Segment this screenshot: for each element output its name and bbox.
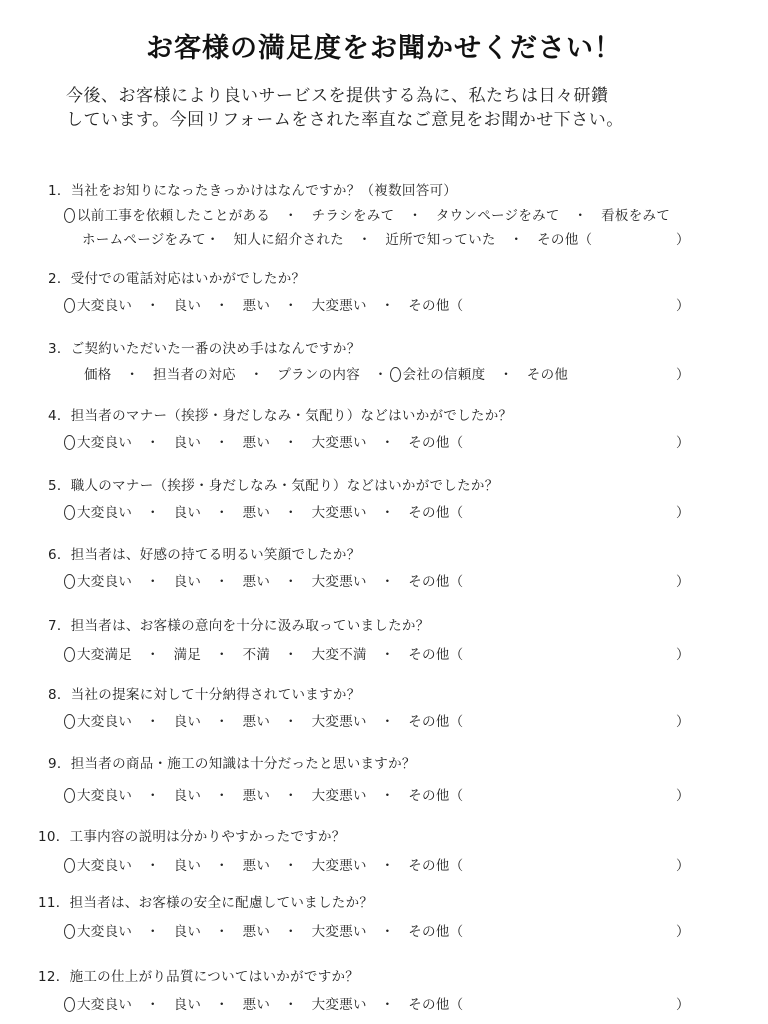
question-6-text: 6．担当者は、好感の持てる明るい笑顔でしたか？ — [48, 547, 361, 563]
close-paren: ） — [676, 505, 690, 521]
close-paren: ） — [676, 367, 690, 383]
question-12-text: 12．施工の仕上がり品質についてはいかがですか？ — [38, 969, 360, 985]
circle-mark-icon — [390, 367, 401, 382]
close-paren: ） — [676, 924, 690, 940]
answer-options-text: 大変良い ・ 良い ・ 悪い ・ 大変悪い ・ その他（ — [77, 858, 464, 874]
circle-mark-icon — [64, 647, 75, 662]
close-paren: ） — [676, 788, 690, 804]
circle-mark-icon — [64, 788, 75, 803]
intro-text — [66, 84, 716, 132]
question-12-answers — [64, 993, 463, 1013]
question-9-text: 9．担当者の商品・施工の知識は十分だったと思いますか？ — [48, 756, 416, 772]
question-5-text: 5．職人のマナー（挨拶・身だしなみ・気配り）などはいかがでしたか？ — [48, 478, 499, 494]
question-5-answers — [64, 501, 463, 521]
close-paren: ） — [676, 574, 690, 590]
close-paren: ） — [676, 298, 690, 314]
close-paren: ） — [676, 858, 690, 874]
question-8-answers — [64, 710, 463, 730]
answer-options-text: 大変良い ・ 良い ・ 悪い ・ 大変悪い ・ その他（ — [77, 788, 464, 804]
question-1-text: 1．当社をお知りになったきっかけはなんですか？（複数回答可） — [48, 183, 458, 199]
close-paren: ） — [676, 232, 690, 248]
circle-mark-icon — [64, 208, 75, 223]
answer-options-text: 以前工事を依頼したことがある ・ チラシをみて ・ タウンページをみて ・ 看板をみて — [77, 208, 671, 224]
question-11-answers — [64, 920, 463, 940]
question-11-text: 11．担当者は、お客様の安全に配慮していましたか？ — [38, 895, 374, 911]
question-3-text: 3．ご契約いただいた一番の決め手はなんですか？ — [48, 341, 361, 357]
question-9-answers — [64, 784, 463, 804]
page-title: お客様の満足度をお聞かせください！ — [146, 33, 622, 64]
question-6-answers — [64, 570, 463, 590]
circle-mark-icon — [64, 858, 75, 873]
question-8-text: 8．当社の提案に対して十分納得されていますか？ — [48, 687, 361, 703]
answer-options-text: 大変満足 ・ 満足 ・ 不満 ・ 大変不満 ・ その他（ — [77, 647, 464, 663]
circle-mark-icon — [64, 505, 75, 520]
close-paren: ） — [676, 435, 690, 451]
question-1-answers-line-2 — [82, 228, 592, 248]
question-2-answers — [64, 294, 463, 314]
question-7-text: 7．担当者は、お客様の意向を十分に汲み取っていましたか？ — [48, 618, 430, 634]
circle-mark-icon — [64, 997, 75, 1012]
close-paren: ） — [676, 714, 690, 730]
circle-mark-icon — [64, 298, 75, 313]
circle-mark-icon — [64, 714, 75, 729]
question-2-text: 2．受付での電話対応はいかがでしたか？ — [48, 271, 306, 287]
intro-line-1: 今後、お客様により良いサービスを提供する為に、私たちは日々研鑽 — [66, 86, 609, 106]
answer-options-text: 大変良い ・ 良い ・ 悪い ・ 大変悪い ・ その他（ — [77, 435, 464, 451]
answer-options-text: 大変良い ・ 良い ・ 悪い ・ 大変悪い ・ その他（ — [77, 574, 464, 590]
circle-mark-icon — [64, 435, 75, 450]
answer-options-text: 大変良い ・ 良い ・ 悪い ・ 大変悪い ・ その他（ — [77, 298, 464, 314]
close-paren: ） — [676, 997, 690, 1013]
question-7-answers — [64, 643, 463, 663]
question-10-text: 10．工事内容の説明は分かりやすかったですか？ — [38, 829, 346, 845]
answer-options-text: 大変良い ・ 良い ・ 悪い ・ 大変悪い ・ その他（ — [77, 924, 464, 940]
question-4-text: 4．担当者のマナー（挨拶・身だしなみ・気配り）などはいかがでしたか？ — [48, 408, 513, 424]
answer-options-text: 大変良い ・ 良い ・ 悪い ・ 大変悪い ・ その他（ — [77, 997, 464, 1013]
question-4-answers — [64, 431, 463, 451]
close-paren: ） — [676, 647, 690, 663]
circle-mark-icon — [64, 574, 75, 589]
circle-mark-icon — [64, 924, 75, 939]
answer-options-text-2: 会社の信頼度 ・ その他 — [402, 367, 569, 383]
answer-options-text: 大変良い ・ 良い ・ 悪い ・ 大変悪い ・ その他（ — [77, 714, 464, 730]
intro-line-2: しています。今回リフォームをされた率直なご意見をお聞かせ下さい。 — [66, 110, 624, 130]
answer-options-text: 価格 ・ 担当者の対応 ・ プランの内容 ・ — [84, 367, 388, 383]
answer-options-text: 大変良い ・ 良い ・ 悪い ・ 大変悪い ・ その他（ — [77, 505, 464, 521]
question-1-answers-line-1 — [64, 204, 670, 224]
question-3-answers — [84, 363, 568, 383]
question-10-answers — [64, 854, 463, 874]
answer-options-text: ホームページをみて・ 知人に紹介された ・ 近所で知っていた ・ その他（ — [82, 232, 593, 248]
